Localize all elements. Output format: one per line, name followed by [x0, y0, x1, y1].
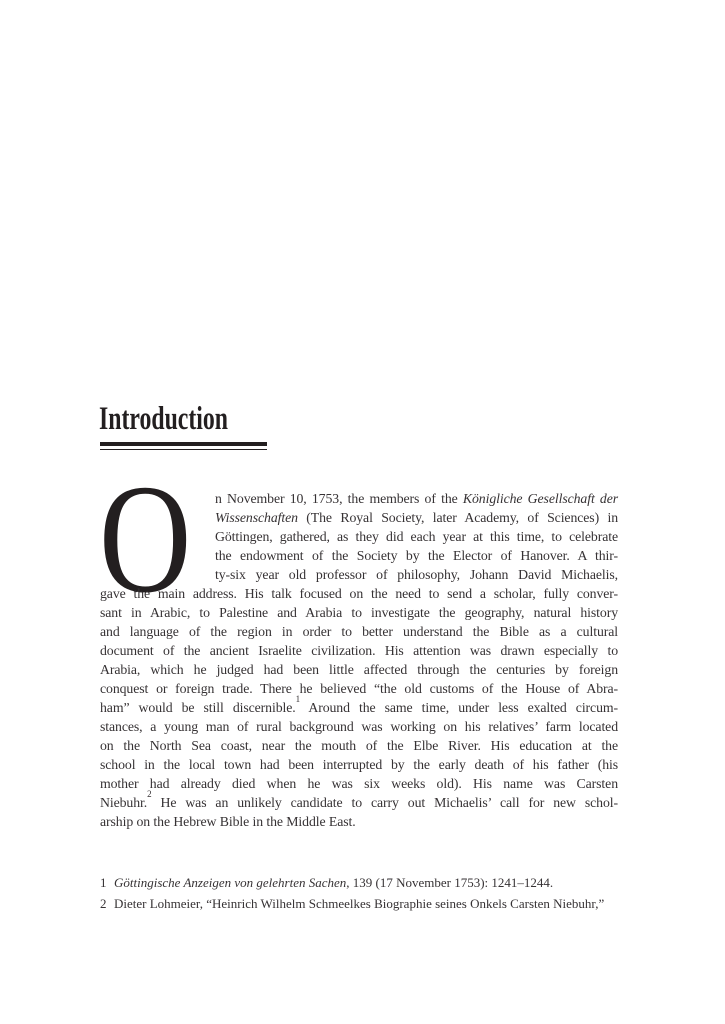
text-line [215, 489, 618, 508]
text-line [100, 622, 618, 641]
text-run: Niebuhr. [100, 795, 148, 810]
footnotes [100, 872, 618, 914]
text-run: the endowment of the Society by the Elector of Hanover. A thir- [215, 548, 618, 563]
text-run: Around the same time, under less exalted circum- [300, 700, 618, 715]
text-line [100, 641, 618, 660]
text-run: Dieter Lohmeier, “Heinrich Wilhelm Schmeelkes Biographie seines Onkels Carsten Niebuhr,” [114, 896, 605, 911]
footnote-number: 1 [100, 875, 107, 890]
text-run: arship on the Hebrew Bible in the Middle East. [100, 814, 356, 829]
text-run: stances, a young man of rural background was working on his relatives’ farm located [100, 719, 618, 734]
italic-text-run: Wissenschaften [215, 510, 298, 525]
text-run: school in the local town had been interrupted by the early death of his father (his [100, 757, 618, 772]
text-line [100, 755, 618, 774]
text-line [100, 774, 618, 793]
text-line [100, 717, 618, 736]
footnote [100, 872, 618, 893]
footnote-marker: 1 [295, 694, 301, 705]
italic-text-run: Königliche Gesellschaft der [462, 491, 618, 506]
title-double-rule [100, 442, 267, 450]
text-run: , 139 (17 November 1753): 1241–1244. [346, 875, 554, 890]
text-run: conquest or foreign trade. There he believed “the old customs of the House of Abra- [100, 681, 618, 696]
text-line [100, 789, 618, 812]
footnote-marker: 2 [147, 789, 152, 800]
text-run: ham” would be still discernible. [100, 700, 296, 715]
text-run: mother had already died when he was six weeks old). His name was Carsten [100, 776, 618, 791]
footnote [100, 893, 618, 914]
text-line [215, 546, 618, 565]
text-run: He was an unlikely candidate to carry out Michaelis’ call for new schol- [151, 795, 618, 810]
text-line [100, 812, 618, 831]
text-line [100, 660, 618, 679]
intro-paragraph [99, 452, 618, 831]
drop-cap: O [99, 452, 192, 625]
paragraph-lines [100, 584, 618, 831]
text-line [100, 679, 618, 698]
text-run: gave the main address. His talk focused on the need to send a scholar, fully conver- [100, 586, 618, 601]
text-run: document of the ancient Israelite civilization. His attention was drawn especially to [100, 643, 618, 658]
drop-cap-lines [215, 489, 618, 584]
text-line [100, 584, 618, 603]
text-run: n November 10, 1753, the members of the [215, 491, 463, 506]
text-line [215, 565, 618, 584]
text-line [100, 603, 618, 622]
text-line [215, 508, 618, 527]
text-run: (The Royal Society, later Academy, of Sciences) in [297, 510, 618, 525]
footnote-text [114, 872, 618, 893]
text-line [100, 736, 618, 755]
text-run: Arabia, which he judged had been little affected through the centuries by foreign [100, 662, 618, 677]
text-run: sant in Arabic, to Palestine and Arabia to investigate the geography, natural history [100, 605, 618, 620]
text-run: ty-six year old professor of philosophy, Johann David Michaelis, [215, 567, 618, 582]
italic-text-run: Göttingische Anzeigen von gelehrten Sachen [114, 875, 347, 890]
text-run: Göttingen, gathered, as they did each year at this time, to celebrate [215, 529, 618, 544]
text-run: and language of the region in order to better understand the Bible as a cultural [100, 624, 618, 639]
text-line [215, 527, 618, 546]
footnote-text [114, 893, 618, 914]
text-run: on the North Sea coast, near the mouth of the Elbe River. His education at the [100, 738, 618, 753]
chapter-title: Introduction [99, 401, 228, 437]
text-line [100, 694, 618, 717]
footnote-number: 2 [100, 896, 107, 911]
